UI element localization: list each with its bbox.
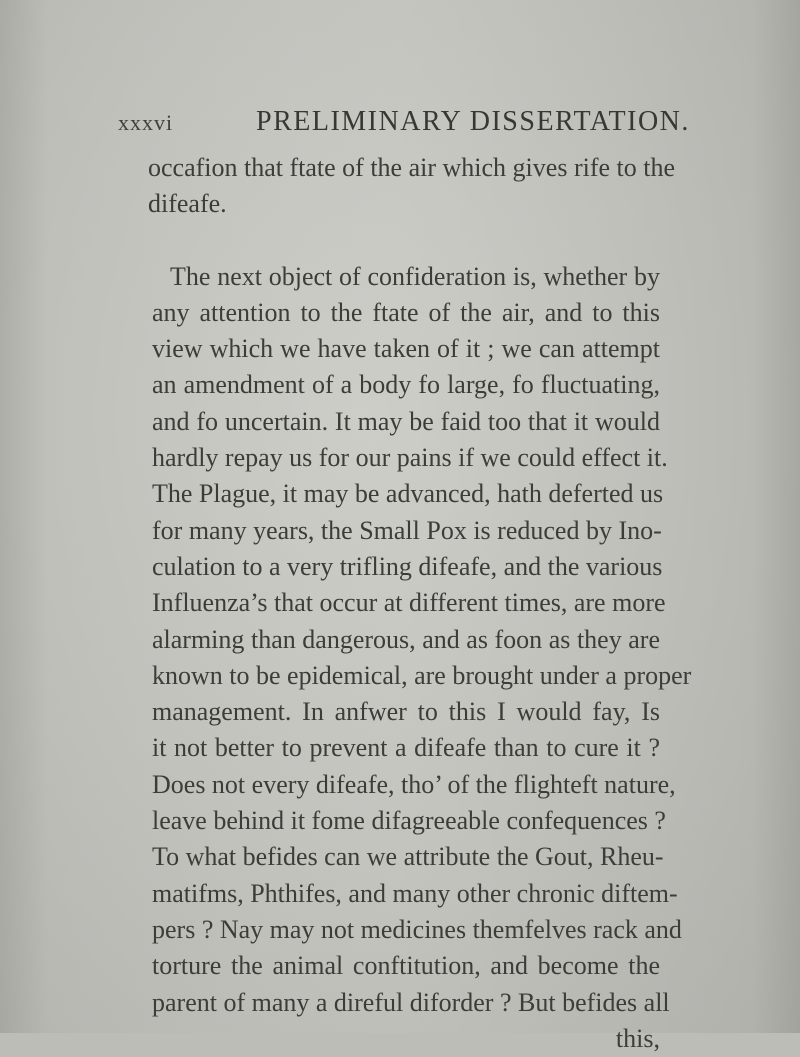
text-line: known to be epidemical, are brought under a proper	[152, 660, 692, 690]
text-line: difeafe.	[148, 189, 227, 219]
text-line: occafion that ftate of the air which gives rife to the	[148, 153, 676, 182]
paragraph-gap	[152, 223, 660, 259]
text-line: torture the animal conftitution, and become the	[152, 951, 660, 981]
text-line: management. In anfwer to this I would fay, Is	[152, 697, 660, 727]
running-title: PRELIMINARY DISSERTATION.	[256, 106, 690, 137]
text-line: it not better to prevent a difeafe than to cure it ?	[152, 733, 660, 763]
text-line: To what befides can we attribute the Gout, Rheu-	[152, 842, 664, 872]
text-line: any attention to the ftate of the air, and to this	[152, 297, 660, 327]
text-line: parent of many a direful diforder ? But befides all	[152, 987, 670, 1017]
text-line: for many years, the Small Pox is reduced by Ino-	[152, 515, 662, 545]
text-line: The Plague, it may be advanced, hath deferted us	[152, 479, 664, 509]
page-header	[116, 106, 690, 140]
text-line: pers ? Nay may not medicines themfelves rack and	[152, 914, 682, 944]
text-line: hardly repay us for our pains if we could effect it.	[152, 443, 668, 473]
text-line: matifms, Phthifes, and many other chronic diftem-	[152, 878, 678, 908]
page-number: xxxvi	[118, 110, 174, 135]
text-line: leave behind it fome difagreeable confequences ?	[152, 806, 666, 836]
text-line: view which we have taken of it ; we can attempt	[152, 334, 660, 364]
catchword: this,	[615, 1023, 660, 1053]
text-line: culation to a very trifling difeafe, and the various	[152, 551, 663, 581]
text-line: Influenza’s that occur at different times, are more	[152, 588, 666, 618]
text-line: and fo uncertain. It may be faid too that it would	[152, 406, 660, 436]
text-line: alarming than dangerous, and as foon as they are	[152, 624, 660, 654]
text-line: The next object of confideration is, whether by	[170, 261, 660, 291]
body-text	[148, 150, 692, 1057]
text-line: an amendment of a body fo large, fo fluctuating,	[152, 370, 660, 400]
text-line: Does not every difeafe, tho’ of the flighteft nature,	[152, 769, 676, 799]
